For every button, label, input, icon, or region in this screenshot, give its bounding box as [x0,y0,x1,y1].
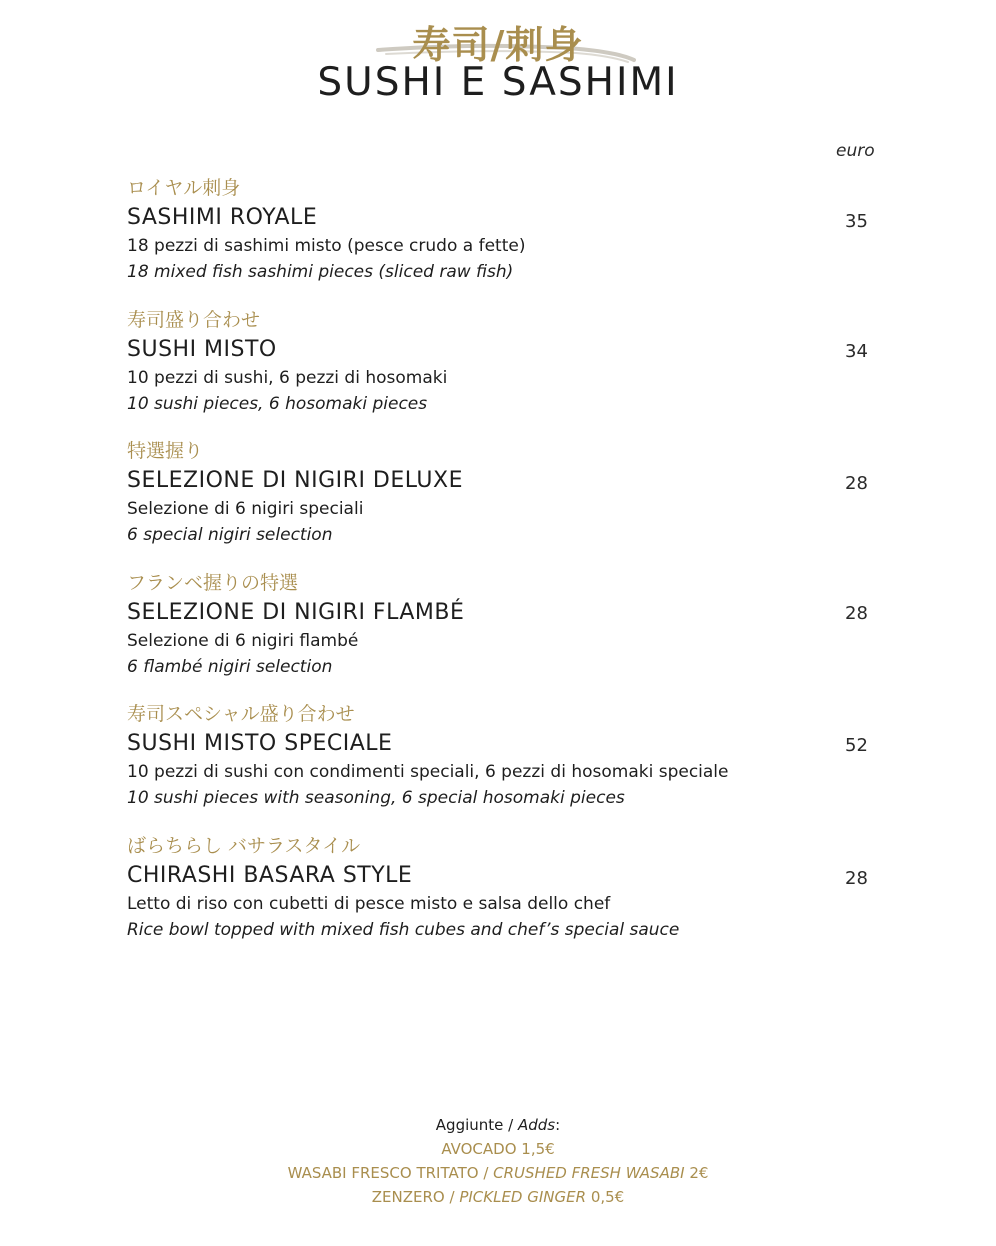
add-on-price: 0,5€ [586,1188,625,1206]
item-description-english: Rice bowl topped with mixed fish cubes and chef’s special sauce [127,920,680,940]
add-on-english: PICKLED GINGER [459,1188,587,1206]
item-name: SUSHI MISTO SPECIALE [127,731,393,756]
item-name: SUSHI MISTO [127,337,277,362]
item-japanese-name: 特選握り [127,440,204,462]
adds-section [0,1113,996,1209]
item-description-italian: Letto di riso con cubetti di pesce misto e salsa dello chef [127,894,611,914]
item-name: CHIRASHI BASARA STYLE [127,863,413,888]
menu-item-nigiri-flambe [127,570,887,680]
adds-separator: / [503,1116,518,1134]
currency-label: euro [836,141,875,161]
adds-colon: : [555,1116,561,1134]
menu-item-sushi-misto-speciale [127,701,887,811]
add-on-wasabi [0,1161,996,1185]
item-price: 52 [845,735,868,756]
item-japanese-name: ばらちらし バサラスタイル [127,835,361,857]
add-on-italian: ZENZERO / [371,1188,460,1206]
add-on-text: AVOCADO 1,5€ [441,1140,555,1158]
add-on-avocado [0,1137,996,1161]
item-description-italian: 10 pezzi di sushi con condimenti speciali, 6 pezzi di hosomaki speciale [127,762,729,782]
page-title: SUSHI E SASHIMI [317,60,679,105]
item-name: SELEZIONE DI NIGIRI FLAMBÉ [127,600,465,625]
adds-label-italian: Aggiunte [435,1116,504,1134]
item-japanese-name: 寿司盛り合わせ [127,309,261,331]
item-price: 28 [845,473,868,494]
item-name: SELEZIONE DI NIGIRI DELUXE [127,468,463,493]
item-description-italian: 10 pezzi di sushi, 6 pezzi di hosomaki [127,368,448,388]
add-on-english: CRUSHED FRESH WASABI [493,1164,685,1182]
item-price: 28 [845,603,868,624]
add-on-ginger [0,1185,996,1209]
item-description-english: 6 special nigiri selection [127,525,333,545]
add-on-price: 2€ [684,1164,709,1182]
item-japanese-name: フランベ握りの特選 [127,572,299,594]
item-price: 28 [845,868,868,889]
item-description-english: 6 flambé nigiri selection [127,657,333,677]
menu-item-chirashi-basara [127,833,887,943]
item-name: SASHIMI ROYALE [127,205,318,230]
adds-label-english: Adds [518,1116,556,1134]
menu-item-sashimi-royale [127,175,887,285]
item-japanese-name: ロイヤル刺身 [127,177,241,199]
page-title-japanese: 寿司/刺身 [412,23,584,67]
item-description-italian: Selezione di 6 nigiri flambé [127,631,359,651]
item-description-english: 10 sushi pieces, 6 hosomaki pieces [127,394,428,414]
menu-item-nigiri-deluxe [127,438,887,548]
item-price: 34 [845,341,868,362]
item-description-english: 18 mixed fish sashimi pieces (sliced raw fish) [127,262,514,282]
adds-heading [0,1113,996,1137]
item-description-english: 10 sushi pieces with seasoning, 6 special hosomaki pieces [127,788,625,808]
add-on-italian: WASABI FRESCO TRITATO / [287,1164,494,1182]
item-price: 35 [845,211,868,232]
menu-item-sushi-misto [127,307,887,417]
item-description-italian: 18 pezzi di sashimi misto (pesce crudo a fette) [127,236,526,256]
item-japanese-name: 寿司スペシャル盛り合わせ [127,703,355,725]
item-description-italian: Selezione di 6 nigiri speciali [127,499,364,519]
